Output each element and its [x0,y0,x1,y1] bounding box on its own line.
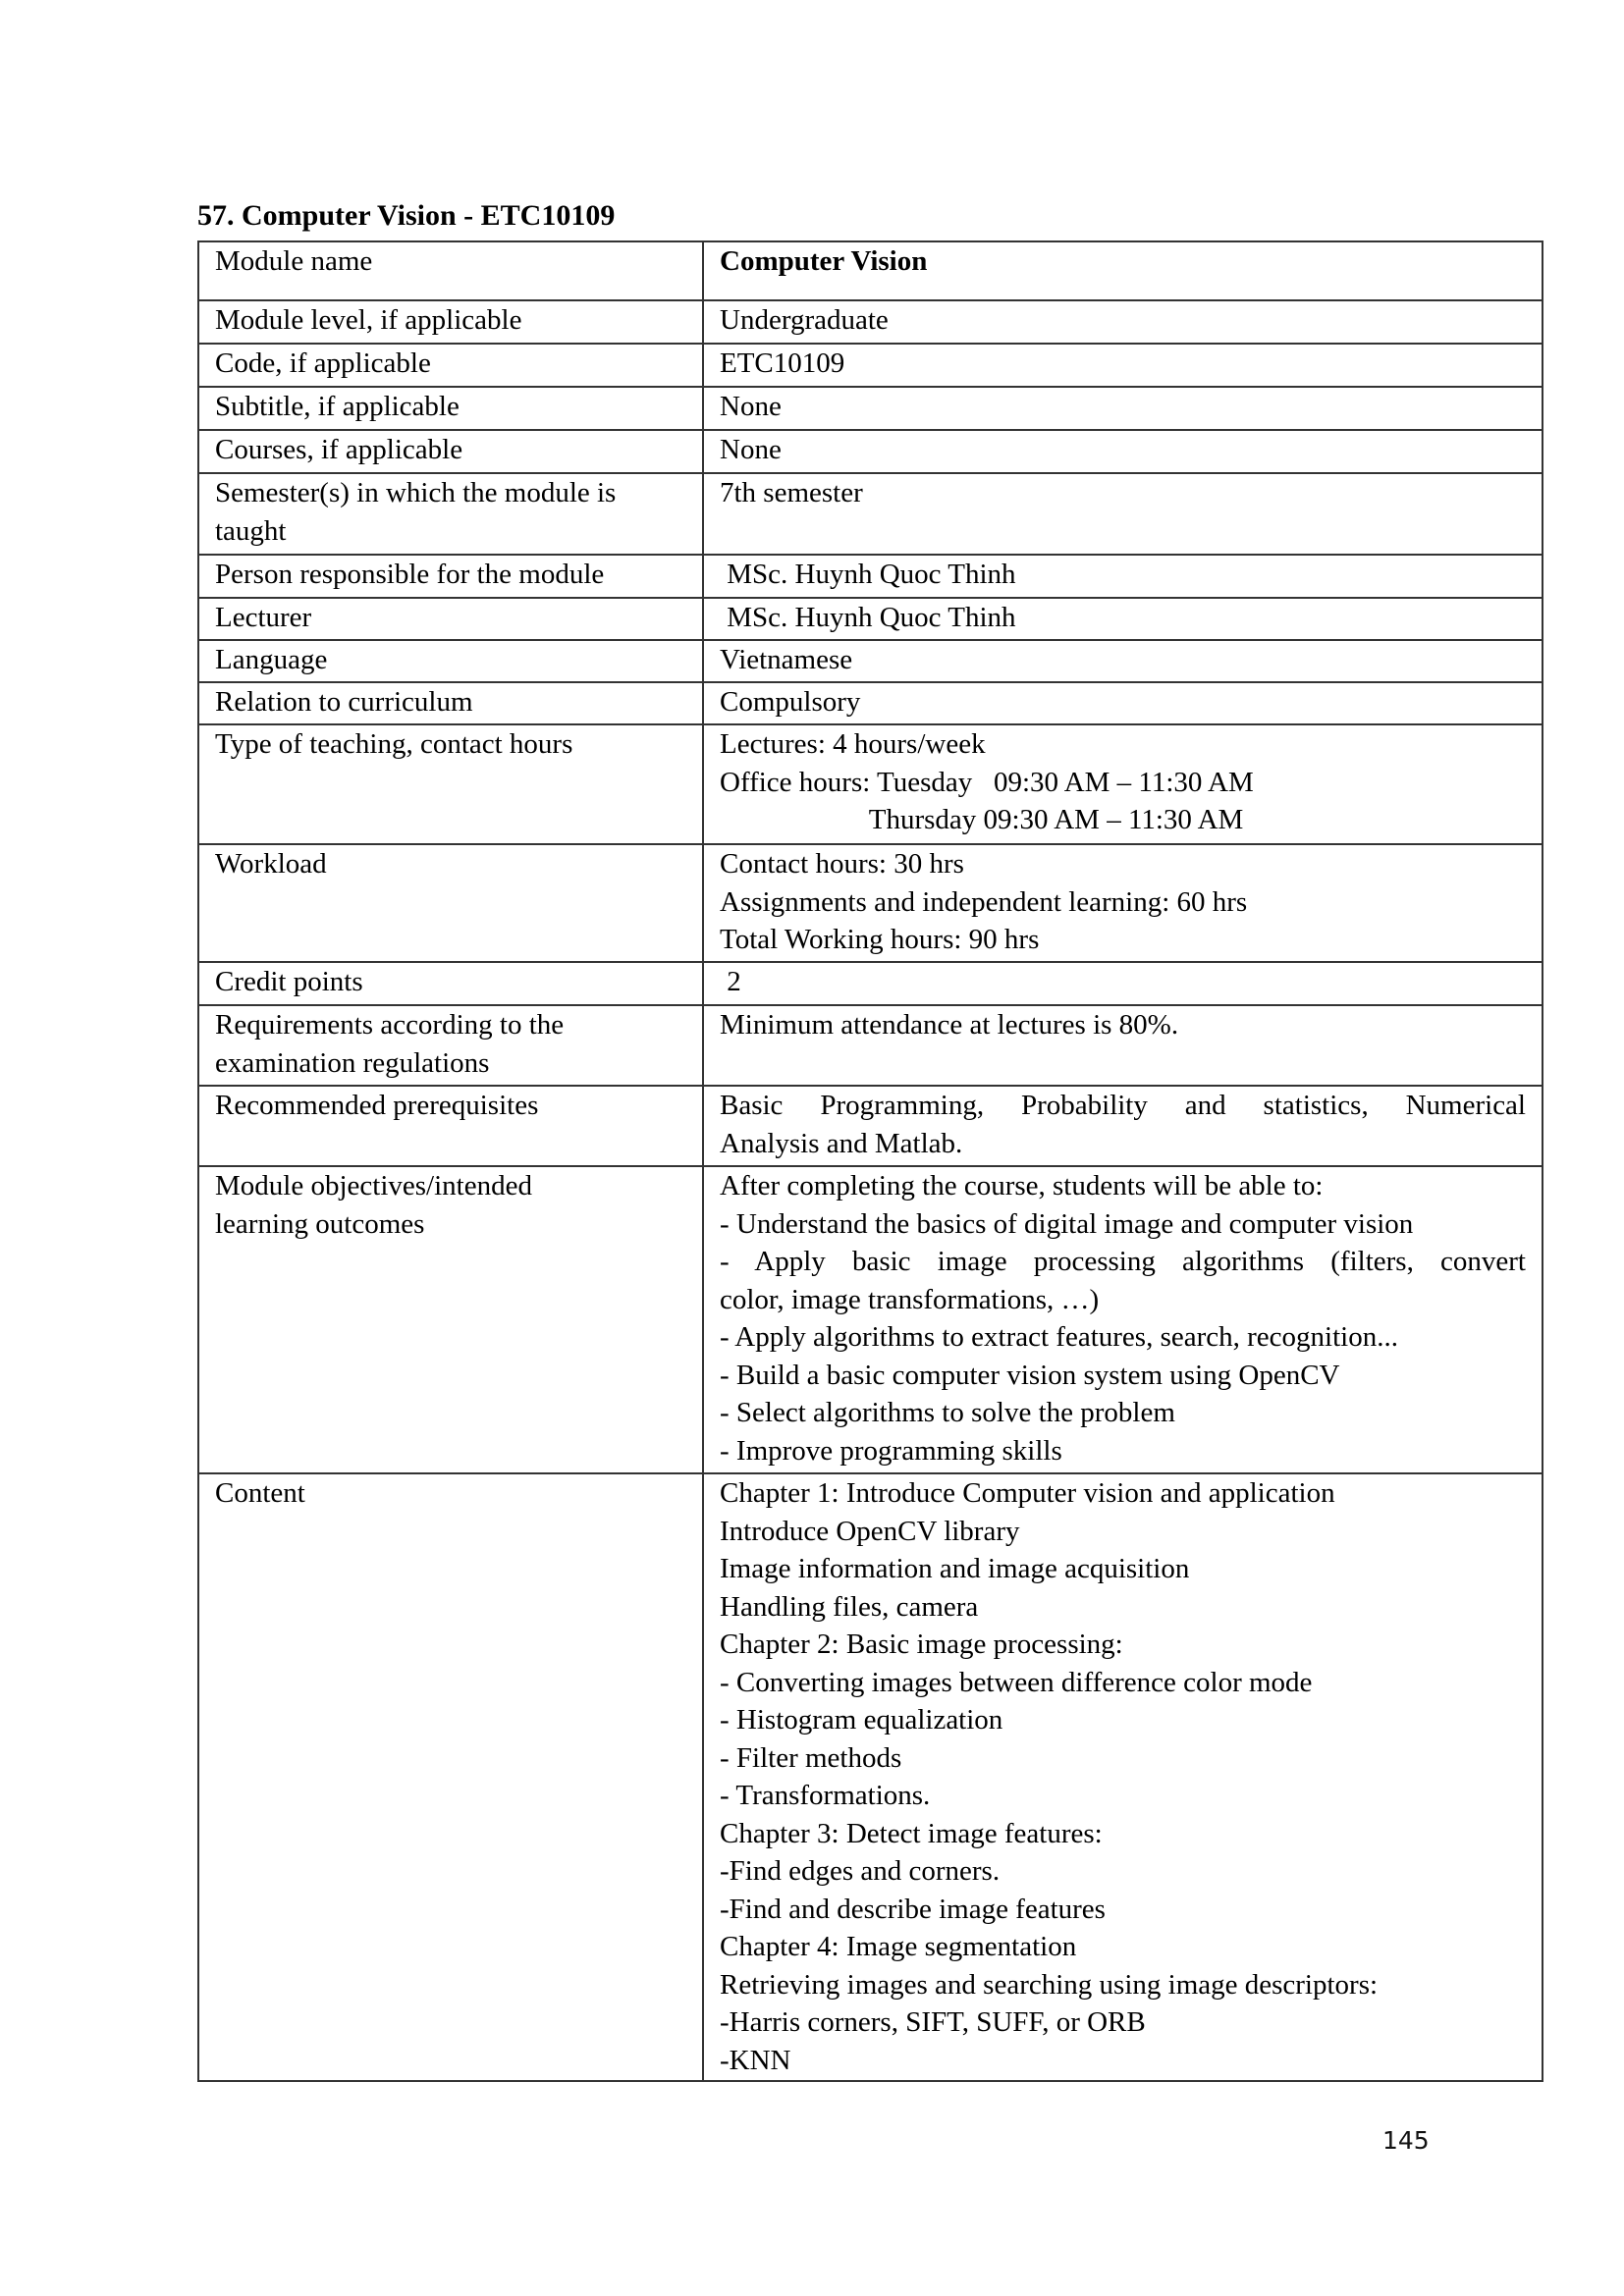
field-value: - Select algorithms to solve the problem [720,1397,1175,1428]
field-value: -Harris corners, SIFT, SUFF, or ORB [720,2006,1146,2038]
field-value: - Apply basic image processing algorithms (filters, convert [720,1246,1526,1277]
field-value-cell [703,682,1543,724]
field-value-cell [703,724,1543,844]
table-body [198,241,1543,2081]
field-value-cell [703,640,1543,682]
field-value-cell [703,430,1543,473]
field-label-cell [198,241,703,300]
page-number: 145 [1382,2126,1430,2155]
field-value-cell [703,300,1543,344]
table-row [198,1005,1543,1086]
field-label: Module objectives/intended [215,1170,532,1201]
table-row [198,682,1543,724]
table-row [198,430,1543,473]
field-label: Person responsible for the module [215,559,605,590]
field-value: Analysis and Matlab. [720,1127,963,1159]
field-value: Retrieving images and searching using image descriptors: [720,1968,1379,2001]
field-value: Handling files, camera [720,1590,979,1623]
field-value-cell [703,555,1543,598]
field-label-cell [198,682,703,724]
field-value-cell [703,1473,1543,2081]
field-label: Semester(s) in which the module is [215,477,617,508]
table-row [198,1473,1543,2081]
field-label: Recommended prerequisites [215,1090,539,1121]
field-label: Module level, if applicable [215,304,522,336]
field-label: learning outcomes [215,1207,425,1240]
field-label: Credit points [215,966,363,997]
field-value: Chapter 3: Detect image features: [720,1817,1103,1849]
field-value: - Understand the basics of digital image and computer vision [720,1207,1414,1240]
field-value-cell [703,387,1543,430]
table-row [198,300,1543,344]
table-row [198,844,1543,962]
field-value-cell [703,473,1543,555]
field-value: Total Working hours: 90 hrs [720,924,1040,955]
table-row [198,387,1543,430]
table-row [198,1166,1543,1473]
field-label-cell [198,344,703,387]
field-value: - Build a basic computer vision system using OpenCV [720,1359,1340,1391]
field-label-cell [198,555,703,598]
table-row [198,1086,1543,1166]
field-value: Minimum attendance at lectures is 80%. [720,1009,1179,1041]
field-label-cell [198,1166,703,1473]
field-value: ETC10109 [720,347,845,379]
field-value: - Converting images between difference color mode [720,1666,1313,1698]
field-label-cell [198,724,703,844]
field-value-cell [703,844,1543,962]
field-value-cell [703,344,1543,387]
field-label: Courses, if applicable [215,434,463,465]
field-value-cell [703,241,1543,300]
field-label: Workload [215,848,327,880]
field-value: Chapter 1: Introduce Computer vision and application [720,1477,1335,1509]
field-label: Lecturer [215,602,312,633]
field-value: Thursday 09:30 AM – 11:30 AM [720,804,1244,835]
field-label-cell [198,844,703,962]
field-label: examination regulations [215,1046,490,1079]
field-value: Contact hours: 30 hrs [720,848,964,880]
module-description-table [197,240,1543,2082]
field-label-cell [198,598,703,640]
field-value: Introduce OpenCV library [720,1515,1020,1547]
field-value-cell [703,1086,1543,1166]
field-label-cell [198,300,703,344]
field-value-cell [703,1005,1543,1086]
field-label: Relation to curriculum [215,686,473,718]
field-value: Compulsory [720,686,861,718]
table-row [198,724,1543,844]
table-row [198,555,1543,598]
field-value: Undergraduate [720,304,889,336]
field-value: None [720,434,782,465]
field-label-cell [198,430,703,473]
field-value: - Apply algorithms to extract features, search, recognition... [720,1321,1398,1353]
field-value: -Find edges and corners. [720,1855,1001,1887]
field-value: -KNN [720,2044,791,2076]
table-row [198,598,1543,640]
field-label: Code, if applicable [215,347,431,379]
field-label: Language [215,644,328,675]
field-label: Requirements according to the [215,1009,565,1041]
field-value: MSc. Huynh Quoc Thinh [720,559,1016,590]
table-row [198,241,1543,300]
field-label-cell [198,1473,703,2081]
field-label: taught [215,514,287,547]
field-label-cell [198,640,703,682]
field-value: MSc. Huynh Quoc Thinh [720,602,1016,633]
field-value: Office hours: Tuesday 09:30 AM – 11:30 AM [720,766,1254,798]
field-value: - Filter methods [720,1741,902,1774]
field-label: Subtitle, if applicable [215,391,460,422]
field-value-cell [703,598,1543,640]
field-label-cell [198,962,703,1005]
field-value: Image information and image acquisition [720,1553,1190,1584]
field-label-cell [198,387,703,430]
table-row [198,344,1543,387]
field-value: Lectures: 4 hours/week [720,728,986,760]
field-value-cell [703,1166,1543,1473]
field-label: Type of teaching, contact hours [215,728,573,760]
field-label: Content [215,1477,305,1509]
field-value-cell [703,962,1543,1005]
field-value: Computer Vision [720,245,928,277]
field-value: None [720,391,782,422]
field-value: Assignments and independent learning: 60 hrs [720,885,1248,918]
field-value: 2 [720,966,741,997]
field-value: After completing the course, students will be able to: [720,1170,1324,1201]
field-value: - Improve programming skills [720,1434,1062,1467]
field-value: Vietnamese [720,644,853,675]
field-value: -Find and describe image features [720,1893,1106,1925]
field-value: Basic Programming, Probability and statistics, Numerical [720,1090,1526,1121]
field-label: Module name [215,245,373,277]
module-heading: 57. Computer Vision - ETC10109 [197,199,616,232]
table-row [198,640,1543,682]
field-label-cell [198,1086,703,1166]
table-row [198,473,1543,555]
table-row [198,962,1543,1005]
field-value: color, image transformations, …) [720,1283,1100,1315]
field-value: - Transformations. [720,1780,931,1811]
field-label-cell [198,1005,703,1086]
field-value: Chapter 2: Basic image processing: [720,1629,1123,1660]
field-value: 7th semester [720,477,863,508]
field-value: - Histogram equalization [720,1704,1003,1735]
field-value: Chapter 4: Image segmentation [720,1931,1077,1962]
field-label-cell [198,473,703,555]
